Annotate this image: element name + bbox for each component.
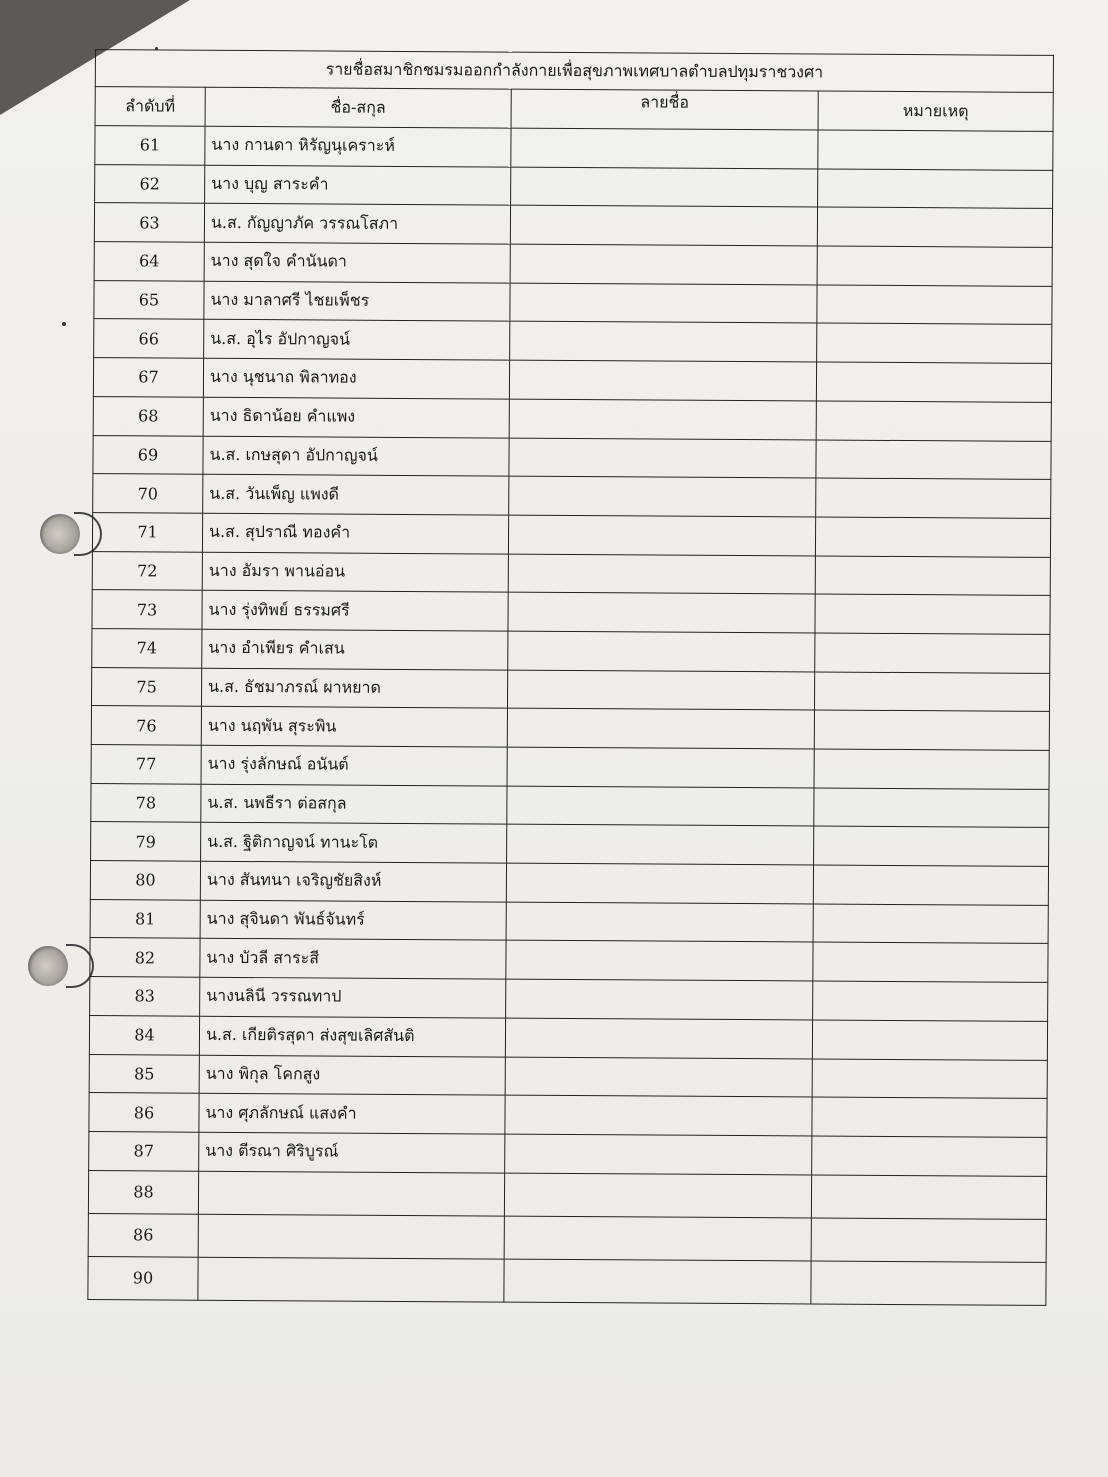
table-row xyxy=(89,1015,1047,1060)
signature-cell xyxy=(505,1018,812,1059)
column-header-name: ชื่อ-สกุล xyxy=(205,87,511,128)
row-number: 82 xyxy=(90,938,200,977)
remarks-cell xyxy=(812,1058,1047,1098)
table-row xyxy=(95,126,1053,171)
member-name: นาง ธิดาน้อย คำแพง xyxy=(203,397,509,438)
table-row xyxy=(91,745,1049,790)
member-name: น.ส. วันเพ็ญ แพงดี xyxy=(203,474,509,515)
member-name xyxy=(198,1214,504,1259)
member-name: นางนลินี วรรณทาป xyxy=(200,977,506,1018)
signature-cell xyxy=(504,1173,811,1218)
table-row xyxy=(89,1093,1047,1138)
remarks-cell xyxy=(817,285,1052,325)
signature-cell xyxy=(505,1134,812,1175)
signature-cell xyxy=(511,128,818,169)
member-name: นาง สุดใจ คำนันดา xyxy=(204,242,510,283)
remarks-cell xyxy=(811,1261,1046,1305)
column-header-number: ลำดับที่ xyxy=(95,87,205,127)
row-number: 62 xyxy=(95,164,205,203)
member-name: น.ส. เกียติรสุดา ส่งสุขเลิศสันติ xyxy=(199,1016,505,1057)
row-number: 64 xyxy=(94,242,204,281)
row-number: 67 xyxy=(93,358,203,397)
member-rows xyxy=(88,126,1053,1305)
member-name: นาง มาลาศรี ไชยเพ็ชร xyxy=(204,281,510,322)
member-name: นาง นฤพัน สุระพิน xyxy=(201,707,507,748)
table-row xyxy=(94,280,1052,325)
member-name: นาง นุชนาถ พิลาทอง xyxy=(203,358,509,399)
table-row xyxy=(90,977,1048,1022)
remarks-cell xyxy=(817,246,1052,286)
member-name: น.ส. สุปราณี ทองคำ xyxy=(202,513,508,554)
row-number: 85 xyxy=(89,1054,199,1093)
row-number: 86 xyxy=(88,1213,198,1257)
remarks-cell xyxy=(813,904,1048,944)
row-number: 70 xyxy=(93,474,203,513)
remarks-cell xyxy=(813,942,1048,982)
member-name: นาง สุจินดา พันธ์จันทร์ xyxy=(200,900,506,941)
remarks-cell xyxy=(813,865,1048,905)
table-row xyxy=(93,435,1051,480)
row-number: 86 xyxy=(89,1093,199,1132)
table-row xyxy=(94,203,1052,248)
row-number: 87 xyxy=(89,1131,199,1170)
signature-cell xyxy=(510,205,817,246)
table-row xyxy=(92,551,1050,596)
signature-cell xyxy=(510,283,817,324)
row-number: 77 xyxy=(91,745,201,784)
signature-cell xyxy=(506,863,813,904)
row-number: 61 xyxy=(95,126,205,165)
row-number: 68 xyxy=(93,396,203,435)
remarks-cell xyxy=(815,556,1050,596)
table-row xyxy=(89,1131,1047,1176)
table-row xyxy=(88,1213,1046,1262)
signature-cell xyxy=(507,786,814,827)
member-name: นาง อำเพียร คำเสน xyxy=(202,629,508,670)
remarks-cell xyxy=(817,323,1052,363)
member-name: น.ส. เกษสุดา อัปกาญจน์ xyxy=(203,436,509,477)
stray-mark xyxy=(62,322,66,326)
row-number: 78 xyxy=(91,783,201,822)
row-number: 90 xyxy=(88,1256,198,1300)
remarks-cell xyxy=(814,672,1049,712)
table-row xyxy=(88,1170,1046,1219)
table-row xyxy=(93,396,1051,441)
table-row xyxy=(92,629,1050,674)
remarks-cell xyxy=(816,439,1051,479)
signature-cell xyxy=(507,708,814,749)
member-name: นาง ศุภลักษณ์ แสงคำ xyxy=(199,1093,505,1134)
row-number: 75 xyxy=(91,667,201,706)
remarks-cell xyxy=(817,207,1052,247)
signature-cell xyxy=(509,360,816,401)
table-row xyxy=(88,1256,1046,1305)
remarks-cell xyxy=(816,362,1051,402)
signature-cell xyxy=(506,979,813,1020)
member-name: นาง อัมรา พานอ่อน xyxy=(202,552,508,593)
row-number: 72 xyxy=(92,551,202,590)
row-number: 76 xyxy=(91,706,201,745)
member-name: นาง กานดา หิรัญนุเคราะห์ xyxy=(205,126,511,167)
row-number: 79 xyxy=(91,822,201,861)
member-name: นาง ตีรณา ศิริบูรณ์ xyxy=(199,1132,505,1173)
signature-cell xyxy=(508,592,815,633)
table-row xyxy=(90,861,1048,906)
table-row xyxy=(91,822,1049,867)
signature-cell xyxy=(506,941,813,982)
table-row xyxy=(94,319,1052,364)
document-title: รายชื่อสมาชิกชมรมออกกำลังกายเพื่อสุขภาพเทศบาลตำบลปทุมราชวงศา xyxy=(95,50,1053,93)
remarks-cell xyxy=(814,749,1049,789)
table-row xyxy=(95,164,1053,209)
member-name: น.ส. นพธีรา ต่อสกุล xyxy=(201,784,507,825)
member-name: นาง บัวลี สาระสี xyxy=(200,939,506,980)
signature-cell xyxy=(508,554,815,595)
table-row xyxy=(89,1054,1047,1099)
table-row xyxy=(94,242,1052,287)
member-name: นาง รุ่งลักษณ์ อนันต์ xyxy=(201,745,507,786)
table-row xyxy=(91,667,1049,712)
remarks-cell xyxy=(816,401,1051,441)
column-header-signature: ลายชื่อ xyxy=(511,89,818,130)
remarks-cell xyxy=(814,710,1049,750)
member-name: น.ส. ธัชมาภรณ์ ผาหยาด xyxy=(201,668,507,709)
remarks-cell xyxy=(814,788,1049,828)
remarks-cell xyxy=(811,1175,1046,1219)
signature-cell xyxy=(509,476,816,517)
signature-cell xyxy=(509,438,816,479)
table-row xyxy=(90,899,1048,944)
member-name: นาง พิกุล โคกสูง xyxy=(199,1055,505,1096)
member-name: นาง สันทนา เจริญชัยสิงห์ xyxy=(200,861,506,902)
signature-cell xyxy=(510,322,817,363)
remarks-cell xyxy=(812,1020,1047,1060)
row-number: 81 xyxy=(90,899,200,938)
row-number: 65 xyxy=(94,280,204,319)
member-table xyxy=(87,49,1054,1305)
remarks-cell xyxy=(815,633,1050,673)
signature-cell xyxy=(506,902,813,943)
table-row xyxy=(92,512,1050,557)
remarks-cell xyxy=(816,478,1051,518)
member-name xyxy=(198,1257,504,1302)
member-name xyxy=(198,1171,504,1216)
remarks-cell xyxy=(815,594,1050,634)
row-number: 73 xyxy=(92,590,202,629)
row-number: 88 xyxy=(88,1170,198,1214)
table-row xyxy=(92,590,1050,635)
table-row xyxy=(93,358,1051,403)
signature-cell xyxy=(504,1216,811,1261)
row-number: 71 xyxy=(92,512,202,551)
remarks-cell xyxy=(812,1136,1047,1176)
signature-cell xyxy=(508,631,815,672)
signature-cell xyxy=(505,1095,812,1136)
member-name: นาง บุญ สาระคำ xyxy=(205,165,511,206)
member-list-document xyxy=(87,49,1053,1383)
table-row xyxy=(93,474,1051,519)
signature-cell xyxy=(505,1057,812,1098)
member-name: น.ส. อุไร อัปกาญจน์ xyxy=(204,320,510,361)
table-row xyxy=(91,706,1049,751)
remarks-cell xyxy=(814,826,1049,866)
column-header-remarks: หมายเหตุ xyxy=(818,91,1053,131)
row-number: 80 xyxy=(90,861,200,900)
row-number: 84 xyxy=(89,1015,199,1054)
signature-cell xyxy=(507,824,814,865)
remarks-cell xyxy=(815,517,1050,557)
remarks-cell xyxy=(812,1097,1047,1137)
row-number: 66 xyxy=(94,319,204,358)
remarks-cell xyxy=(813,981,1048,1021)
signature-cell xyxy=(509,399,816,440)
row-number: 63 xyxy=(94,203,204,242)
row-number: 83 xyxy=(90,977,200,1016)
punch-hole-bottom xyxy=(28,946,68,986)
signature-cell xyxy=(507,670,814,711)
signature-cell xyxy=(504,1259,811,1304)
row-number: 69 xyxy=(93,435,203,474)
table-row xyxy=(91,783,1049,828)
remarks-cell xyxy=(818,130,1053,170)
row-number: 74 xyxy=(92,629,202,668)
signature-cell xyxy=(510,244,817,285)
signature-cell xyxy=(511,167,818,208)
remarks-cell xyxy=(811,1218,1046,1262)
signature-cell xyxy=(507,747,814,788)
remarks-cell xyxy=(818,169,1053,209)
member-name: นาง รุ่งทิพย์ ธรรมศรี xyxy=(202,590,508,631)
member-name: น.ส. ฐิติกาญจน์ ทานะโต xyxy=(201,823,507,864)
member-name: น.ส. กัญญาภัค วรรณโสภา xyxy=(204,204,510,245)
signature-cell xyxy=(508,515,815,556)
table-row xyxy=(90,938,1048,983)
